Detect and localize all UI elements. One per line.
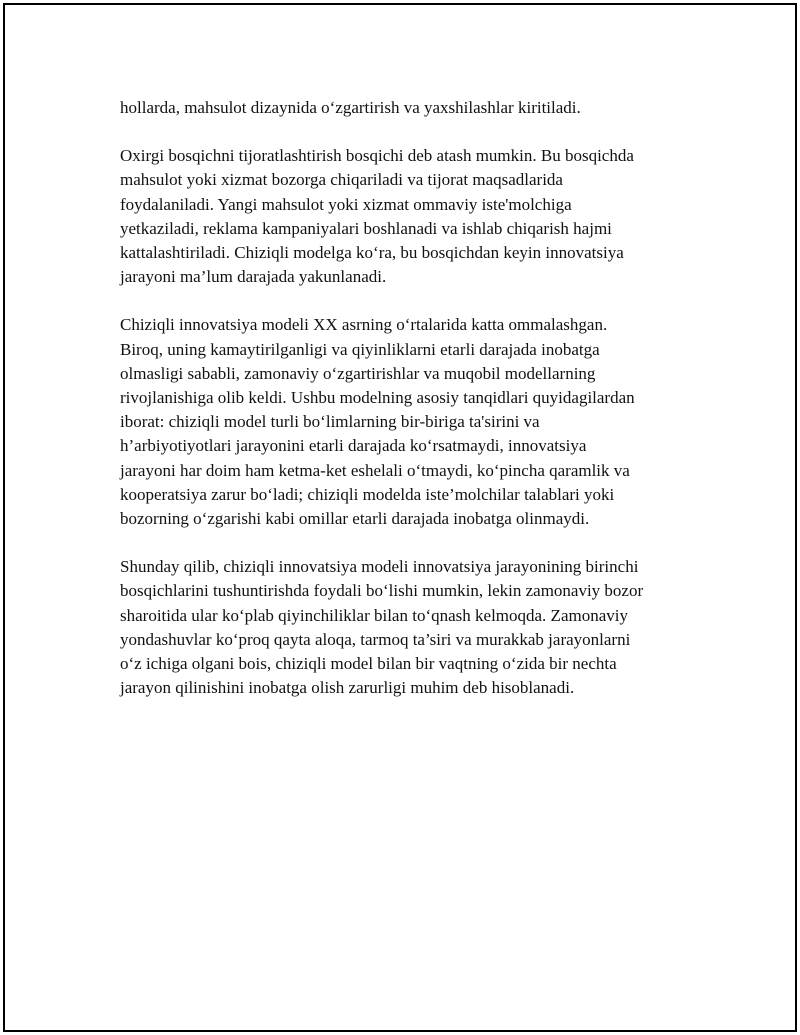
text-line: yondashuvlar ko‘proq qayta aloqa, tarmoq ta’siri va murakkab jarayonlarni <box>120 629 631 649</box>
text-line: rivojlanishiga olib keldi. Ushbu modelning asosiy tanqidlari quyidagilardan <box>120 388 635 408</box>
paragraph-1 <box>120 96 700 120</box>
text-line: kooperatsiya zarur bo‘ladi; chiziqli modelda iste’molchilar talablari yoki <box>120 484 615 504</box>
text-line: sharoitida ular ko‘plab qiyinchiliklar bilan to‘qnash kelmoqda. Zamonaviy <box>120 605 628 625</box>
text-line: kattalashtiriladi. Chiziqli modelga ko‘ra, bu bosqichdan keyin innovatsiya <box>120 243 624 263</box>
paragraph-2 <box>120 144 700 289</box>
text-line: jarayoni ma’lum darajada yakunlanadi. <box>120 267 387 287</box>
text-line: jarayon qilinishini inobatga olish zarurligi muhim deb hisoblanadi. <box>120 678 575 698</box>
text-line: h’arbiyotiyotlari jarayonini etarli darajada ko‘rsatmaydi, innovatsiya <box>120 436 587 456</box>
document-page <box>3 3 797 1032</box>
text-line: Chiziqli innovatsiya modeli XX asrning o‘rtalarida katta ommalashgan. <box>120 315 608 335</box>
text-line: bosqichlarini tushuntirishda foydali bo‘lishi mumkin, lekin zamonaviy bozor <box>120 581 644 601</box>
text-line: Oxirgi bosqichni tijoratlashtirish bosqichi deb atash mumkin. Bu bosqichda <box>120 146 634 166</box>
paragraph-3 <box>120 313 700 531</box>
text-line: mahsulot yoki xizmat bozorga chiqariladi va tijorat maqsadlarida <box>120 170 563 190</box>
text-line: foydalaniladi. Yangi mahsulot yoki xizmat ommaviy iste'molchiga <box>120 194 572 214</box>
text-line: bozorning o‘zgarishi kabi omillar etarli darajada inobatga olinmaydi. <box>120 509 590 529</box>
text-line: Biroq, uning kamaytirilganligi va qiyinliklarni etarli darajada inobatga <box>120 339 600 359</box>
body-text <box>120 96 700 724</box>
text-line: jarayoni har doim ham ketma-ket eshelali o‘tmaydi, ko‘pincha qaramlik va <box>120 460 630 480</box>
paragraph-4 <box>120 555 700 700</box>
text-line: iborat: chiziqli model turli bo‘limlarning bir-biriga ta'sirini va <box>120 412 540 432</box>
text-line: hollarda, mahsulot dizaynida o‘zgartirish va yaxshilashlar kiritiladi. <box>120 98 581 117</box>
text-line: olmasligi sababli, zamonaviy o‘zgartirishlar va muqobil modellarning <box>120 363 596 383</box>
text-line: o‘z ichiga olgani bois, chiziqli model bilan bir vaqtning o‘zida bir nechta <box>120 654 617 674</box>
text-line: yetkaziladi, reklama kampaniyalari boshlanadi va ishlab chiqarish hajmi <box>120 218 612 238</box>
text-line: Shunday qilib, chiziqli innovatsiya modeli innovatsiya jarayonining birinchi <box>120 557 639 577</box>
